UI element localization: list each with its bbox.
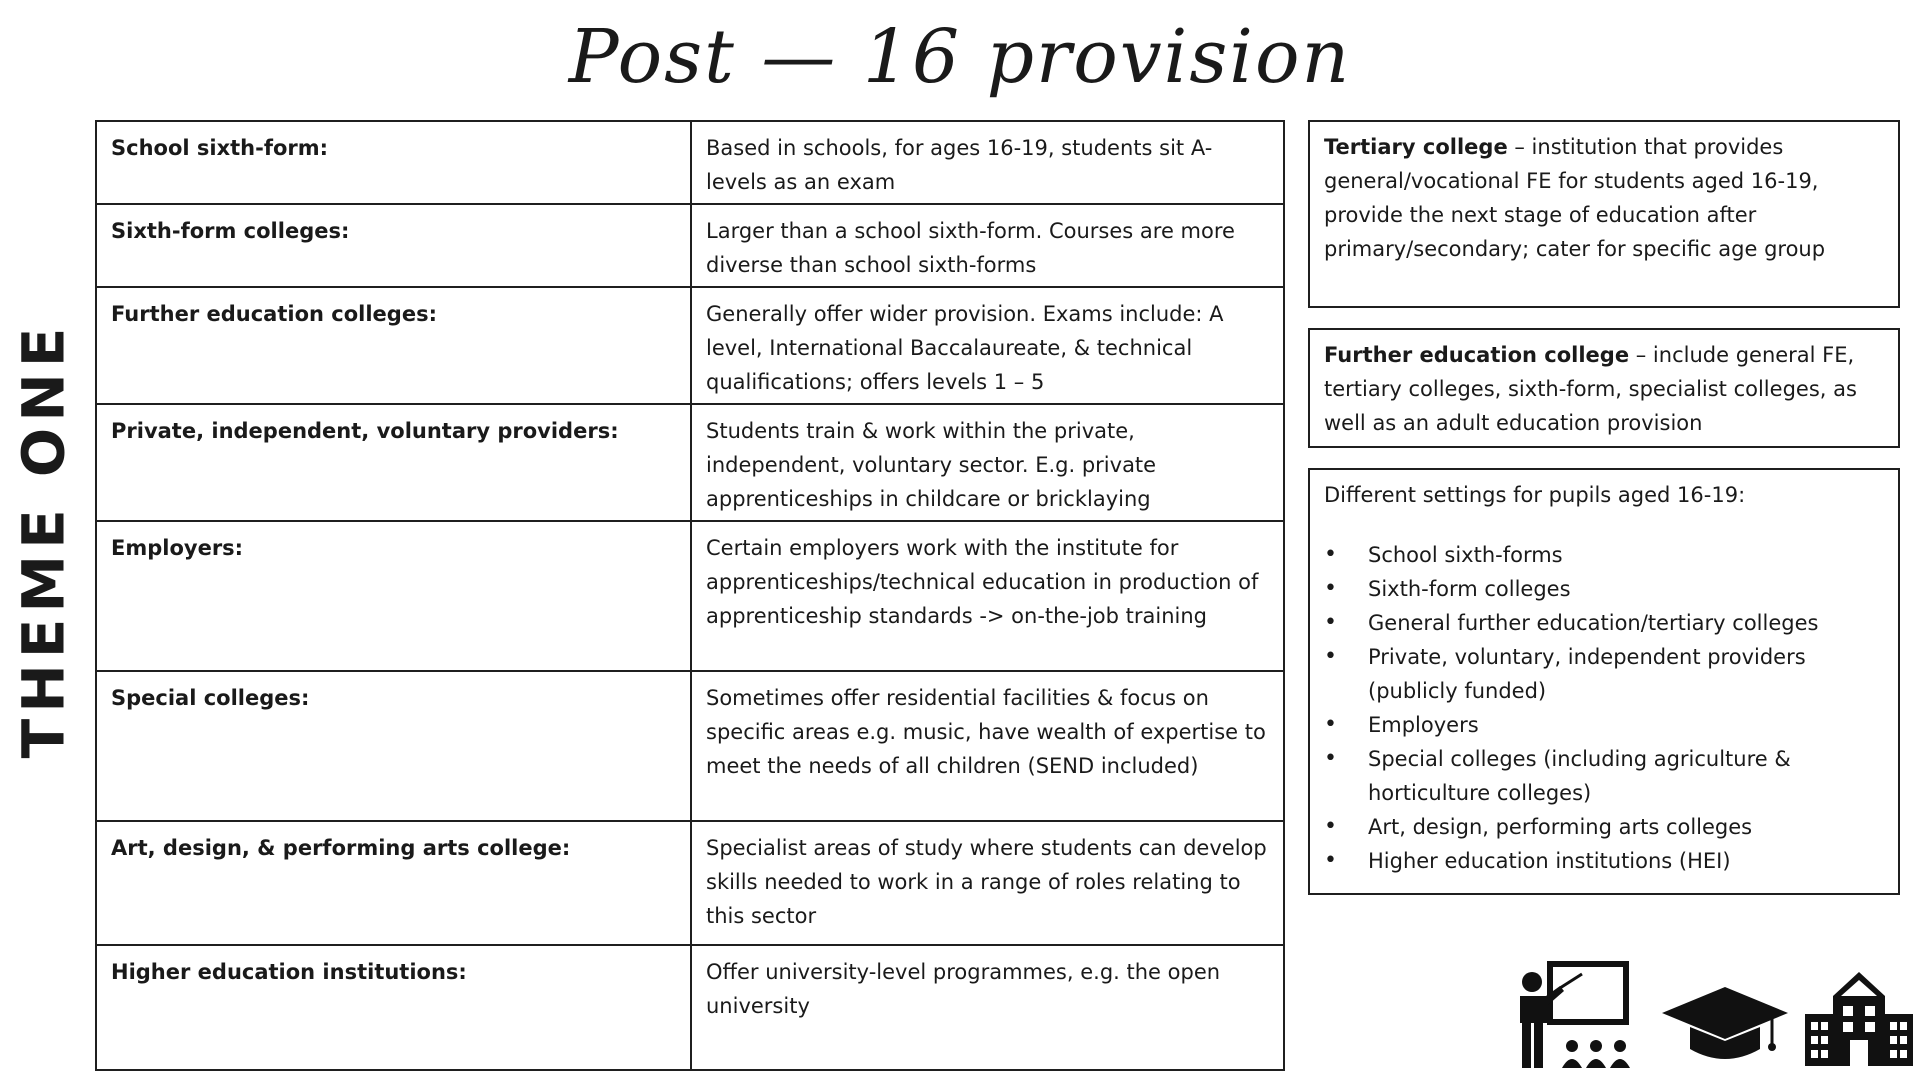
theme-label bbox=[8, 321, 78, 759]
provider-description: Certain employers work with the institute for apprenticeships/technical education in production of apprenticeship standards -> on-the-job training bbox=[691, 521, 1284, 671]
table-row bbox=[96, 945, 1284, 1070]
list-item: • Special colleges (including agriculture & horticulture colleges) bbox=[1324, 742, 1884, 810]
graduation-cap-icon bbox=[1660, 985, 1790, 1065]
provider-name: Special colleges: bbox=[96, 671, 691, 821]
settings-box bbox=[1308, 468, 1900, 895]
table-row bbox=[96, 821, 1284, 945]
provider-description: Specialist areas of study where students can develop skills needed to work in a range of roles relating to this sector bbox=[691, 821, 1284, 945]
list-item: • General further education/tertiary colleges bbox=[1324, 606, 1884, 640]
list-item: • Art, design, performing arts colleges bbox=[1324, 810, 1884, 844]
provider-name: Private, independent, voluntary providers: bbox=[96, 404, 691, 521]
provider-description: Students train & work within the private, independent, voluntary sector. E.g. private apprenticeships in childcare or bricklaying bbox=[691, 404, 1284, 521]
teacher-classroom-icon bbox=[1510, 960, 1636, 1072]
provider-name: Further education colleges: bbox=[96, 287, 691, 404]
list-item: • School sixth-forms bbox=[1324, 538, 1884, 572]
list-item: • Higher education institutions (HEI) bbox=[1324, 844, 1884, 878]
further-education-term: Further education college bbox=[1324, 343, 1630, 367]
tertiary-college-box bbox=[1308, 120, 1900, 308]
table-row bbox=[96, 121, 1284, 204]
school-building-icon bbox=[1803, 970, 1915, 1068]
page-title: Post — 16 provision bbox=[568, 14, 1352, 100]
provider-description: Based in schools, for ages 16-19, students sit A-levels as an exam bbox=[691, 121, 1284, 204]
list-item: • Sixth-form colleges bbox=[1324, 572, 1884, 606]
provider-description: Sometimes offer residential facilities & focus on specific areas e.g. music, have wealth of expertise to meet the needs of all children (SEND included) bbox=[691, 671, 1284, 821]
settings-list bbox=[1324, 538, 1884, 878]
provider-name: Higher education institutions: bbox=[96, 945, 691, 1070]
further-education-definition: – include general FE, tertiary colleges, sixth-form, specialist colleges, as well as an adult education provision bbox=[1324, 343, 1857, 435]
provider-name: Art, design, & performing arts college: bbox=[96, 821, 691, 945]
table-row bbox=[96, 671, 1284, 821]
provider-name: Sixth-form colleges: bbox=[96, 204, 691, 287]
list-item: • Private, voluntary, independent providers (publicly funded) bbox=[1324, 640, 1884, 708]
table-row bbox=[96, 521, 1284, 671]
theme-label-text: THEME ONE bbox=[9, 321, 78, 759]
provision-table bbox=[95, 120, 1285, 1071]
table-row bbox=[96, 404, 1284, 521]
table-row bbox=[96, 287, 1284, 404]
provider-name: Employers: bbox=[96, 521, 691, 671]
provider-name: School sixth-form: bbox=[96, 121, 691, 204]
provider-description: Generally offer wider provision. Exams include: A level, International Baccalaureate, & technical qualifications; offers levels 1 – 5 bbox=[691, 287, 1284, 404]
list-item: • Employers bbox=[1324, 708, 1884, 742]
provider-description: Larger than a school sixth-form. Courses are more diverse than school sixth-forms bbox=[691, 204, 1284, 287]
tertiary-college-definition: – institution that provides general/vocational FE for students aged 16-19, provide the next stage of education after primary/secondary; cater for specific age group bbox=[1324, 135, 1826, 261]
tertiary-college-term: Tertiary college bbox=[1324, 135, 1508, 159]
provider-description: Offer university-level programmes, e.g. the open university bbox=[691, 945, 1284, 1070]
settings-heading: Different settings for pupils aged 16-19: bbox=[1324, 483, 1746, 507]
table-row bbox=[96, 204, 1284, 287]
further-education-box bbox=[1308, 328, 1900, 448]
